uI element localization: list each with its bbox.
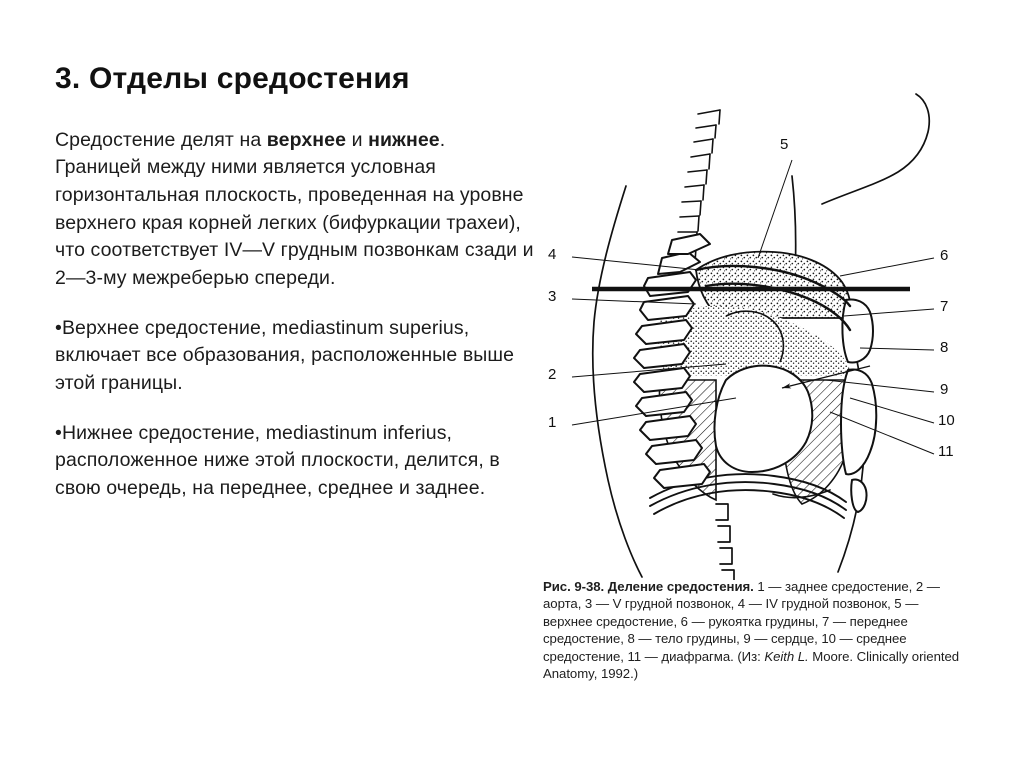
intro-run-bold-inferior: нижнее xyxy=(368,128,440,151)
figure-label-1: 1 xyxy=(548,414,557,431)
figure-label-8: 8 xyxy=(940,339,949,356)
intro-run-5: . Границей между ними является условная горизонтальная плоскость, проведенная на уровне верхнего края корней легких (бифуркации трахеи), что соответствует IV—V грудным позвонкам сзади и 2—3-му межреберью спереди. xyxy=(55,128,534,289)
figure-label-7: 7 xyxy=(940,298,949,315)
figure-label-6: 6 xyxy=(940,247,949,264)
paragraph-superior-text: Верхнее средостение, mediastinum superius, включает все образования, расположенные выше этой границы. xyxy=(55,316,515,394)
figure-label-10: 10 xyxy=(938,412,955,429)
figure-caption xyxy=(543,578,963,683)
mediastinum-diagram-svg xyxy=(530,80,1024,580)
caption-body-after: Moore. Clinically oriented Anatomy, 1992.) xyxy=(543,648,960,682)
sternum xyxy=(841,300,876,513)
caption-source-author: Keith L. xyxy=(764,648,809,664)
caption-heading: Рис. 9-38. Деление средостения. xyxy=(543,579,754,594)
figure-label-4: 4 xyxy=(548,246,557,263)
figure-label-9: 9 xyxy=(940,381,949,398)
intro-run-bold-superior: верхнее xyxy=(266,128,347,151)
paragraph-inferior-text: Нижнее средостение, mediastinum inferius, расположенное ниже этой плоскости, делится, в свою очередь, на переднее, среднее и заднее. xyxy=(55,421,500,500)
intro-run-1: Средостение делят на xyxy=(55,128,267,151)
figure-label-2: 2 xyxy=(548,366,557,383)
paragraph-superior-mediastinum xyxy=(55,315,535,398)
figure-label-5: 5 xyxy=(780,136,789,153)
text-column xyxy=(55,62,535,525)
figure-label-11: 11 xyxy=(938,443,954,460)
bullet-marker: • xyxy=(55,316,62,339)
paragraph-intro xyxy=(55,127,535,293)
paragraph-inferior-mediastinum xyxy=(55,420,535,503)
bullet-marker: • xyxy=(55,421,62,444)
leader-line-5 xyxy=(758,160,792,258)
figure-label-3: 3 xyxy=(548,288,557,305)
page-title: 3. Отделы средостения xyxy=(55,62,410,95)
caption-body-before: 1 — заднее средостение, 2 — аорта, 3 — V грудной позвонок, 4 — IV грудной позвонок, 5 — верхнее средостение, 6 — рукоятка грудины, 7 — переднее средостение, 8 — тело грудины, 9 — сердце, 10 — среднее средостение, 11 — диафрагма. (Из: xyxy=(543,579,940,664)
lower-spinous-processes xyxy=(716,504,734,580)
intro-run-3: и xyxy=(346,128,369,151)
anatomy-figure xyxy=(530,80,1024,580)
